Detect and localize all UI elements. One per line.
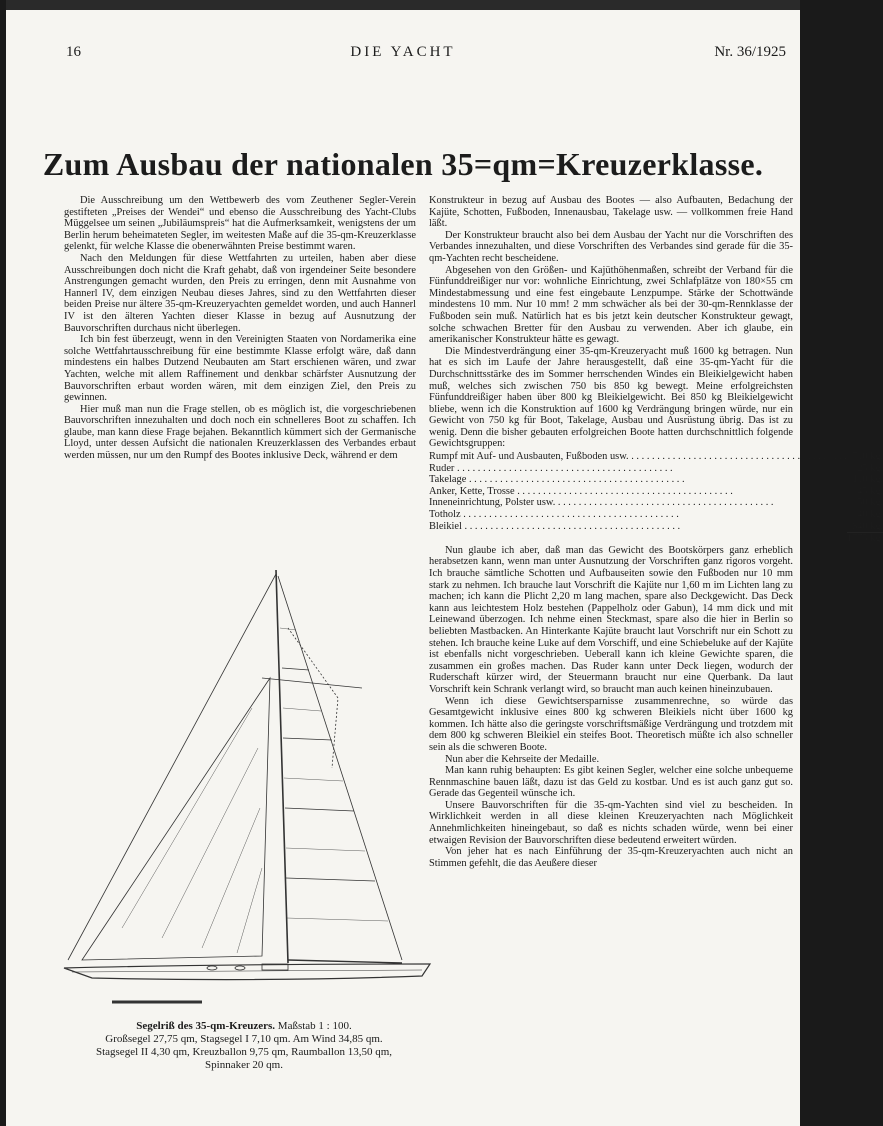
- forestay-line: [68, 574, 276, 960]
- sail-plan-drawing: [62, 568, 432, 1008]
- jib-sail: [82, 678, 270, 960]
- paragraph: Man kann ruhig behaupten: Es gibt keinen Segler, welcher eine solche unbequeme Rennmaschine bauen läßt, dazu ist das Geld zu kostbar. Und es ist auch ganz gut so. Gerade das Gegenteil wünsche ich.: [429, 765, 793, 800]
- caption-line: Großsegel 27,75 qm, Stagsegel I 7,10 qm. Am Wind 34,85 qm.: [105, 1033, 383, 1045]
- scan-edge: [6, 0, 800, 10]
- weight-label: Takelage . . .: [429, 474, 847, 486]
- weight-value: 25 kg,: [857, 462, 883, 474]
- page-number: 16: [66, 44, 81, 60]
- weight-value: 40 kg,: [857, 509, 883, 521]
- weight-label: Inneneinrichtung, Polster usw. . . .: [429, 497, 847, 509]
- article-title: Zum Ausbau der nationalen 35=qm=Kreuzerklasse.: [42, 146, 764, 182]
- paragraph: Wenn ich diese Gewichtsersparnisse zusammenrechne, so würde das Gesamtgewicht inklusive eines 800 kg schweren Bleikiels nicht über 1600 kg kommen. Ich hätte also die geringste vorschriftsmäßige Verdrängung und trotzdem mit dem 800 kg schweren Bleikiel ein steifes Boot. Theoretisch müßte ich also schneller sein als die schweren Boote.: [429, 695, 793, 753]
- weight-value: 50 kg,: [857, 497, 883, 509]
- weight-value: 710 kg,: [852, 451, 883, 463]
- weight-value: 45 kg,: [857, 485, 883, 497]
- caption-line: Spinnaker 20 qm.: [205, 1059, 283, 1071]
- weight-row: [429, 509, 883, 521]
- weight-row: [429, 486, 883, 498]
- weight-label: Anker, Kette, Trosse . . .: [429, 486, 847, 498]
- weight-total-row: [429, 533, 883, 545]
- magazine-name: DIE YACHT: [350, 44, 456, 60]
- paragraph: Hier muß man nun die Frage stellen, ob es möglich ist, die vorgeschriebenen Bauvorschriften innezuhalten und doch noch ein schnelleres Boot zu schaffen. Ich glaube, man kann diese Frage bejahen. Bekanntlich kümmert sich der Germanische Lloyd, unter dessen Aufsicht die nationalen Kreuzerklassen des Verbandes erbaut werden müssen, nur um den Rumpf des Bootes inklusive Deck, während er dem: [64, 403, 416, 462]
- paragraph: Ich bin fest überzeugt, wenn in den Vereinigten Staaten von Nordamerika eine solche Wettfahrtausschreibung für eine bestimmte Klasse erfolgt wäre, daß dann mindestens ein halbes Dutzend Neubauten am Start erschienen wären, und zwar Yachten, welche mit allem Raffinement und denkbar schärfster Ausnutzung der Bauvorschriften erbaut worden wären, mit dem einzigen Ziel, den Preis zu gewinnen.: [64, 334, 416, 404]
- weight-row: [429, 451, 883, 463]
- mainsail-leech: [278, 576, 402, 960]
- paragraph: Die Ausschreibung um den Wettbewerb des vom Zeuthener Segler-Verein gestifteten „Preises der Wendei“ und ebenso die Ausschreibung des Yacht-Clubs Müggelsee um seinen „Jubiläumspreis“ hat die Aufmerksamkeit, wenigstens der um Berlin herum beheimateten Segler, im weitesten Maße auf die 35-qm-Kreuzerklasse gelenkt, für welche Klasse die obenerwähnten Preise bestimmt waren.: [64, 195, 416, 253]
- paragraph: Von jeher hat es nach Einführung der 35-qm-Kreuzeryachten auch nicht an Stimmen gefehlt, die das Aeußere dieser: [429, 846, 793, 869]
- paragraph: Nun glaube ich aber, daß man das Gewicht des Bootskörpers ganz erheblich herabsetzen kann, wenn man unter Ausnutzung der Vorschriften ganz rigoros vorgeht. Ich brauche sämtliche Schotten und Aufbauseiten sowie den Fußboden nur 10 mm stark zu nehmen. Ich brauche laut Vorschrift die Kajüte nur 1,60 m im Lichten lang zu machen; ich kann die Plicht 2,20 m lang machen, spare also Deckgewicht. Das Deck kann aus leichtestem Holz bestehen (Pappelholz oder Gabun), 14 mm dick und mit Leinewand überzogen. Ich nehme einen Steckmast, spare also die hier in Berlin so beliebten Mastbacken. An Hinterkante Kajüte braucht laut Vorschrift nur ein Schott zu stehen. Ich brauche keine Luke auf dem Vorschiff, und eine Schiebeluke auf der Kajüte ist ebenfalls nicht vorgeschrieben. Ueberall kann ich kleine Gewichte sparen, die zusammen ein großes machen. Das Ruder kann unter Deck liegen, wodurch der Ruderschaft kürzer wird, der Steuermann braucht nur eine Querbank. Da laut Vorschrift kein Schrank verlangt wird, so braucht man auch keinen hineinzubauen.: [429, 544, 793, 695]
- paragraph: Konstrukteur in bezug auf Ausbau des Bootes — also Aufbauten, Bedachung der Kajüte, Schotten, Fußboden, Innenausbau, Takelage usw. — vollkommen freie Hand läßt.: [429, 195, 793, 230]
- caption-title: Segelriß des 35-qm-Kreuzers.: [136, 1020, 276, 1032]
- figure-caption: [64, 1020, 424, 1072]
- weight-label: Totholz . . .: [429, 509, 847, 521]
- caption-line: Stagsegel II 4,30 qm, Kreuzballon 9,75 qm, Raumballon 13,50 qm,: [95, 1046, 393, 1058]
- weight-label: Bleikiel . . .: [429, 521, 847, 533]
- weight-table: [429, 451, 883, 545]
- weight-value: 840 kg,: [852, 520, 883, 532]
- magazine-page: [6, 0, 883, 1126]
- issue-number: Nr. 36/1925: [714, 44, 786, 60]
- weight-total: 1775 kg.: [846, 533, 883, 545]
- boom-line: [288, 960, 402, 963]
- weight-label: Ruder . . .: [429, 463, 847, 475]
- caption-scale: Maßstab 1 : 100.: [277, 1020, 352, 1032]
- weight-row: [429, 497, 883, 509]
- weight-value: 110 kg,: [852, 474, 883, 486]
- paragraph: Der Konstrukteur braucht also bei dem Ausbau der Yacht nur die Vorschriften des Verbandes innezuhalten, und diese Vorschriften des Verbandes sind gerade für die 35-qm-Yachten recht bescheidene.: [429, 229, 793, 264]
- left-column: [64, 195, 416, 462]
- paragraph: Nun aber die Kehrseite der Medaille.: [445, 753, 600, 765]
- weight-row: [429, 474, 883, 486]
- weight-row: [429, 463, 883, 475]
- paragraph: Unsere Bauvorschriften für die 35-qm-Yachten sind viel zu bescheiden. In Wirklichkeit werden in all diese kleinen Kreuzeryachten nach Möglichkeit Annehmlichkeiten hineingebaut, so daß es nichts schaden würde, wenn bei einer etwaigen Revision der Bauvorschriften diese bedeutend erweitert würden.: [429, 799, 793, 846]
- paragraph: Die Mindestverdrängung einer 35-qm-Kreuzeryacht muß 1600 kg betragen. Nun hat es sich im Laufe der Jahre herausgestellt, daß eine 35-qm-Yacht für die Durchschnittsstärke des im Sommer herrschenden Windes ein Bleikielgewicht haben muß, welches sich zwischen 750 bis 850 kg bewegt. Meine erfolgreichsten Fünfunddreißiger haben über 800 kg Bleikielgewicht. Bei 850 kg Bleikielgewicht bliebe, wenn ich die Konstruktion auf 1600 kg Verdrängung bringen würde, nur ein Gewicht von 750 kg für Boot, Takelage, Ausbau und Ausrüstung übrig. Das ist zu wenig. Denn die bisher gebauten erfolgreichen Boote hatten durchschnittlich folgende Gewichtsgruppen:: [429, 345, 793, 450]
- spinnaker-outline: [288, 628, 338, 768]
- paragraph: Abgesehen von den Größen- und Kajüthöhenmaßen, schreibt der Verband für die Fünfunddreißiger nur vor: wohnliche Einrichtung, zwei Schlafplätze von 180×55 cm Mindestabmessung und eine fest eingebaute Lenzpumpe. Stärke der Schottwände mindestens 10 mm. Nur 10 mm! 2 mm schwächer als bei der 30-qm-Rennklasse der Fußboden sein muß. Natürlich hat es bis jetzt kein deutscher Konstrukteur gewagt, solche schwachen Bretter für den Ausbau zu verwenden. Aber ich glaube, ein amerikanischer Konstrukteur hätte es gewagt.: [429, 264, 793, 346]
- paragraph: Nach den Meldungen für diese Wettfahrten zu urteilen, haben aber diese Ausschreibungen doch nicht die Kraft gehabt, daß von irgendeiner Seite besondere Anstrengungen gemacht wurden, den Preis zu erringen, denn mit Ausnahme von Hannerl IV, dem einzigen Neubau dieses Jahres, sind zu den Wettfahrten dieser beiden Preise nur ältere 35-qm-Kreuzeryachten gemeldet worden, und auch Hannerl IV ist den älteren Yachten dieser Klasse in bezug auf Ausnutzung der Bauvorschriften durchaus nicht überlegen.: [64, 252, 416, 334]
- spreader-line: [262, 678, 362, 688]
- weight-row: [429, 521, 883, 533]
- right-column: [429, 195, 883, 869]
- weight-label: Rumpf mit Auf- und Ausbauten, Fußboden usw. . . .: [429, 451, 847, 463]
